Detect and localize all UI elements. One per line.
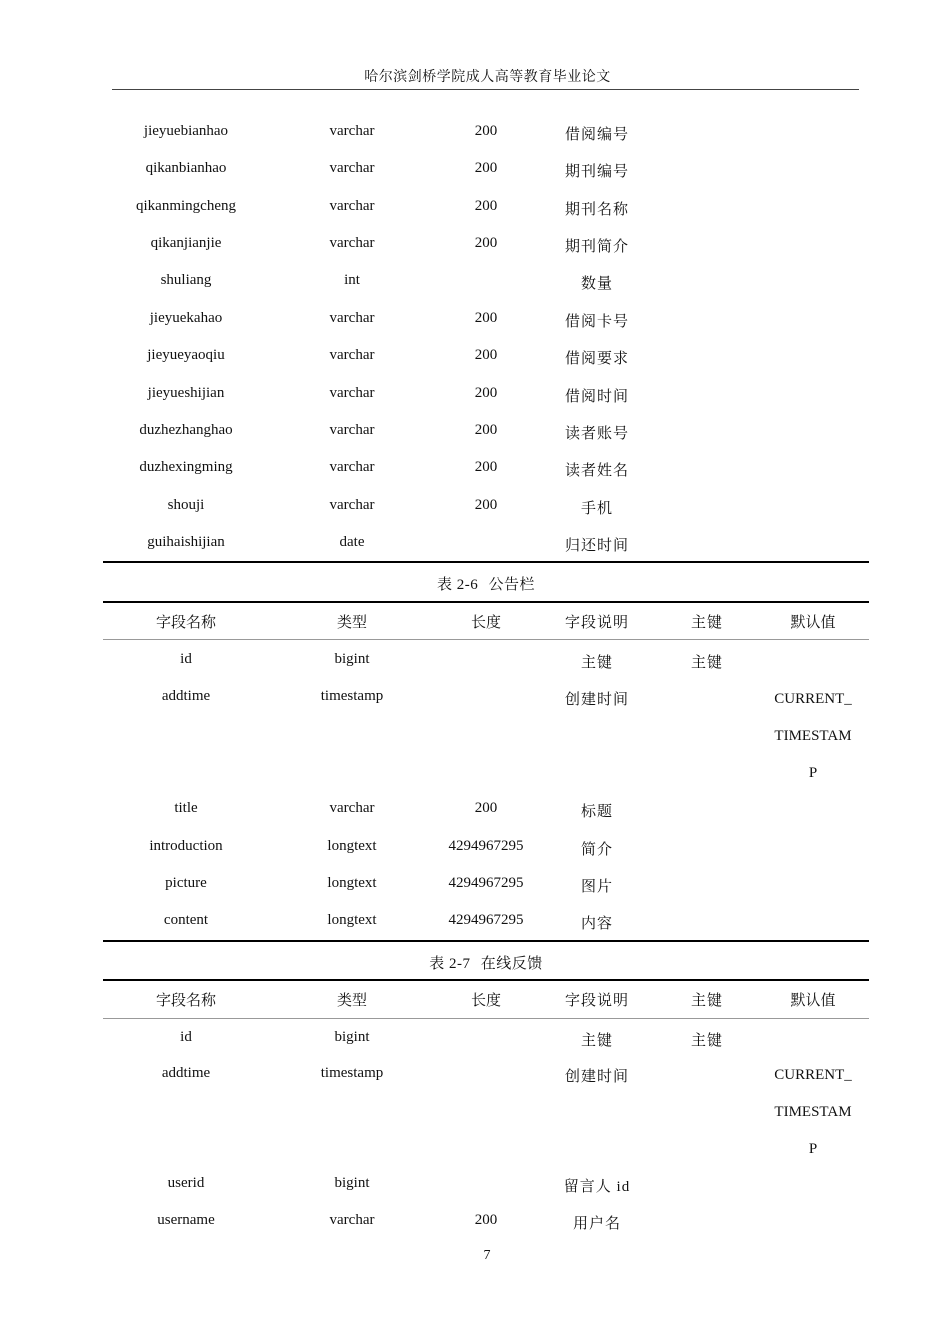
field-type: varchar bbox=[329, 385, 375, 401]
table-row bbox=[103, 651, 869, 671]
field-desc: 借阅卡号 bbox=[564, 314, 629, 330]
field-type: date bbox=[339, 534, 365, 550]
table-row bbox=[103, 235, 869, 255]
field-desc: 读者姓名 bbox=[564, 463, 629, 479]
field-type: timestamp bbox=[320, 1065, 384, 1081]
field-type: int bbox=[344, 272, 360, 288]
table-row bbox=[103, 875, 869, 895]
field-type: varchar bbox=[329, 235, 375, 251]
field-type: longtext bbox=[327, 875, 377, 891]
field-length: 200 bbox=[474, 1212, 498, 1228]
table-row bbox=[103, 198, 869, 218]
field-name: picture bbox=[165, 875, 207, 891]
field-length: 200 bbox=[474, 459, 498, 475]
table-row bbox=[103, 800, 869, 820]
field-type: varchar bbox=[329, 459, 375, 475]
table-header-row bbox=[103, 611, 869, 631]
field-name: duzhezhanghao bbox=[139, 422, 233, 438]
table-row bbox=[103, 310, 869, 330]
field-name: jieyueshijian bbox=[147, 385, 225, 401]
field-name: jieyueyaoqiu bbox=[147, 347, 225, 363]
field-desc: 数量 bbox=[580, 276, 613, 292]
field-desc: 期刊简介 bbox=[564, 239, 629, 255]
field-desc: 用户名 bbox=[572, 1216, 621, 1232]
field-desc: 归还时间 bbox=[564, 538, 629, 554]
field-type: varchar bbox=[329, 347, 375, 363]
field-name: addtime bbox=[161, 688, 211, 704]
field-length: 200 bbox=[474, 422, 498, 438]
field-length: 200 bbox=[474, 198, 498, 214]
field-type: bigint bbox=[334, 651, 370, 667]
field-length: 200 bbox=[474, 123, 498, 139]
column-header: 字段名称 bbox=[155, 615, 216, 631]
page-number: 7 bbox=[483, 1248, 491, 1263]
default-line: CURRENT_ bbox=[774, 691, 852, 707]
header-divider bbox=[112, 89, 859, 90]
field-type: bigint bbox=[334, 1029, 370, 1045]
table-bottom-rule bbox=[103, 561, 869, 563]
table-row bbox=[103, 912, 869, 932]
table-row bbox=[103, 534, 869, 554]
default-line: TIMESTAM bbox=[774, 728, 852, 744]
column-header: 默认值 bbox=[790, 993, 836, 1009]
table-row bbox=[103, 459, 869, 479]
table-row bbox=[103, 160, 869, 180]
table-row bbox=[103, 688, 869, 708]
field-name: introduction bbox=[149, 838, 223, 854]
field-name: shouji bbox=[167, 497, 205, 513]
column-header: 默认值 bbox=[790, 615, 836, 631]
column-header: 长度 bbox=[470, 615, 501, 631]
field-desc: 期刊编号 bbox=[564, 164, 629, 180]
field-name: qikanjianjie bbox=[150, 235, 222, 251]
field-desc: 借阅时间 bbox=[564, 389, 629, 405]
field-type: timestamp bbox=[320, 688, 384, 704]
column-header: 主键 bbox=[690, 993, 723, 1009]
field-default-value bbox=[757, 689, 869, 800]
table-top-rule bbox=[103, 601, 869, 603]
default-line: TIMESTAM bbox=[774, 1104, 852, 1120]
field-primary-key: 主键 bbox=[690, 655, 723, 671]
table-caption-2-7 bbox=[103, 952, 869, 973]
field-desc: 读者账号 bbox=[564, 426, 629, 442]
field-desc: 创建时间 bbox=[564, 1069, 629, 1085]
field-name: id bbox=[180, 651, 192, 667]
field-desc: 主键 bbox=[580, 1033, 613, 1049]
table-row bbox=[103, 272, 869, 292]
table-caption-2-6 bbox=[103, 573, 869, 594]
field-primary-key: 主键 bbox=[690, 1033, 723, 1049]
table-row bbox=[103, 123, 869, 143]
field-length: 200 bbox=[474, 160, 498, 176]
table-row bbox=[103, 385, 869, 405]
field-length: 4294967295 bbox=[448, 912, 524, 928]
table-row bbox=[103, 1212, 869, 1232]
column-header: 字段名称 bbox=[155, 993, 216, 1009]
table-bottom-rule bbox=[103, 940, 869, 942]
table-row bbox=[103, 497, 869, 517]
field-desc: 借阅要求 bbox=[564, 351, 629, 367]
running-header: 哈尔滨剑桥学院成人高等教育毕业论文 bbox=[364, 70, 611, 85]
field-desc: 主键 bbox=[580, 655, 613, 671]
field-name: username bbox=[157, 1212, 215, 1228]
column-header: 字段说明 bbox=[564, 993, 629, 1009]
field-name: addtime bbox=[161, 1065, 211, 1081]
caption-label: 表 2-7 bbox=[429, 956, 471, 972]
field-desc: 留言人 id bbox=[563, 1179, 631, 1195]
default-line: P bbox=[808, 765, 818, 781]
table-header-row bbox=[103, 989, 869, 1009]
field-desc: 创建时间 bbox=[564, 692, 629, 708]
field-name: title bbox=[174, 800, 198, 816]
table-row bbox=[103, 1175, 869, 1195]
field-length: 4294967295 bbox=[448, 875, 524, 891]
field-length: 200 bbox=[474, 800, 498, 816]
field-desc: 简介 bbox=[580, 842, 613, 858]
field-name: duzhexingming bbox=[139, 459, 233, 475]
default-line: P bbox=[808, 1141, 818, 1157]
field-desc: 期刊名称 bbox=[564, 202, 629, 218]
default-line: CURRENT_ bbox=[774, 1067, 852, 1083]
field-type: varchar bbox=[329, 160, 375, 176]
field-name: id bbox=[180, 1029, 192, 1045]
field-desc: 图片 bbox=[580, 879, 613, 895]
column-header: 类型 bbox=[336, 615, 367, 631]
field-desc: 内容 bbox=[580, 916, 613, 932]
column-header: 长度 bbox=[470, 993, 501, 1009]
field-name: qikanbianhao bbox=[145, 160, 227, 176]
table-row bbox=[103, 1065, 869, 1085]
field-length: 200 bbox=[474, 347, 498, 363]
caption-title: 公告栏 bbox=[488, 577, 535, 593]
column-header: 字段说明 bbox=[564, 615, 629, 631]
field-name: shuliang bbox=[160, 272, 212, 288]
field-length: 200 bbox=[474, 497, 498, 513]
table-row bbox=[103, 422, 869, 442]
header-rule bbox=[103, 1018, 869, 1019]
field-name: guihaishijian bbox=[147, 534, 225, 550]
table-row bbox=[103, 1029, 869, 1049]
field-length: 200 bbox=[474, 310, 498, 326]
caption-label: 表 2-6 bbox=[436, 577, 479, 593]
field-desc: 手机 bbox=[580, 501, 613, 517]
field-name: qikanmingcheng bbox=[136, 198, 236, 214]
field-length: 4294967295 bbox=[448, 838, 524, 854]
column-header: 主键 bbox=[690, 615, 723, 631]
field-type: varchar bbox=[329, 1212, 375, 1228]
field-type: longtext bbox=[327, 912, 377, 928]
header-rule bbox=[103, 639, 869, 640]
field-name: content bbox=[163, 912, 209, 928]
field-type: varchar bbox=[329, 497, 375, 513]
field-length: 200 bbox=[474, 235, 498, 251]
table-top-rule bbox=[103, 979, 869, 981]
field-type: varchar bbox=[329, 198, 375, 214]
field-type: varchar bbox=[329, 422, 375, 438]
field-type: varchar bbox=[329, 310, 375, 326]
field-type: varchar bbox=[329, 123, 375, 139]
table-row bbox=[103, 347, 869, 367]
field-type: longtext bbox=[327, 838, 377, 854]
field-length: 200 bbox=[474, 385, 498, 401]
table-row bbox=[103, 838, 869, 858]
caption-title: 在线反馈 bbox=[480, 956, 543, 972]
column-header: 类型 bbox=[336, 993, 367, 1009]
field-default-value bbox=[757, 1065, 869, 1176]
field-desc: 标题 bbox=[580, 804, 613, 820]
field-type: bigint bbox=[334, 1175, 370, 1191]
field-name: userid bbox=[167, 1175, 205, 1191]
field-type: varchar bbox=[329, 800, 375, 816]
field-name: jieyuebianhao bbox=[143, 123, 229, 139]
field-desc: 借阅编号 bbox=[564, 127, 629, 143]
field-name: jieyuekahao bbox=[149, 310, 223, 326]
